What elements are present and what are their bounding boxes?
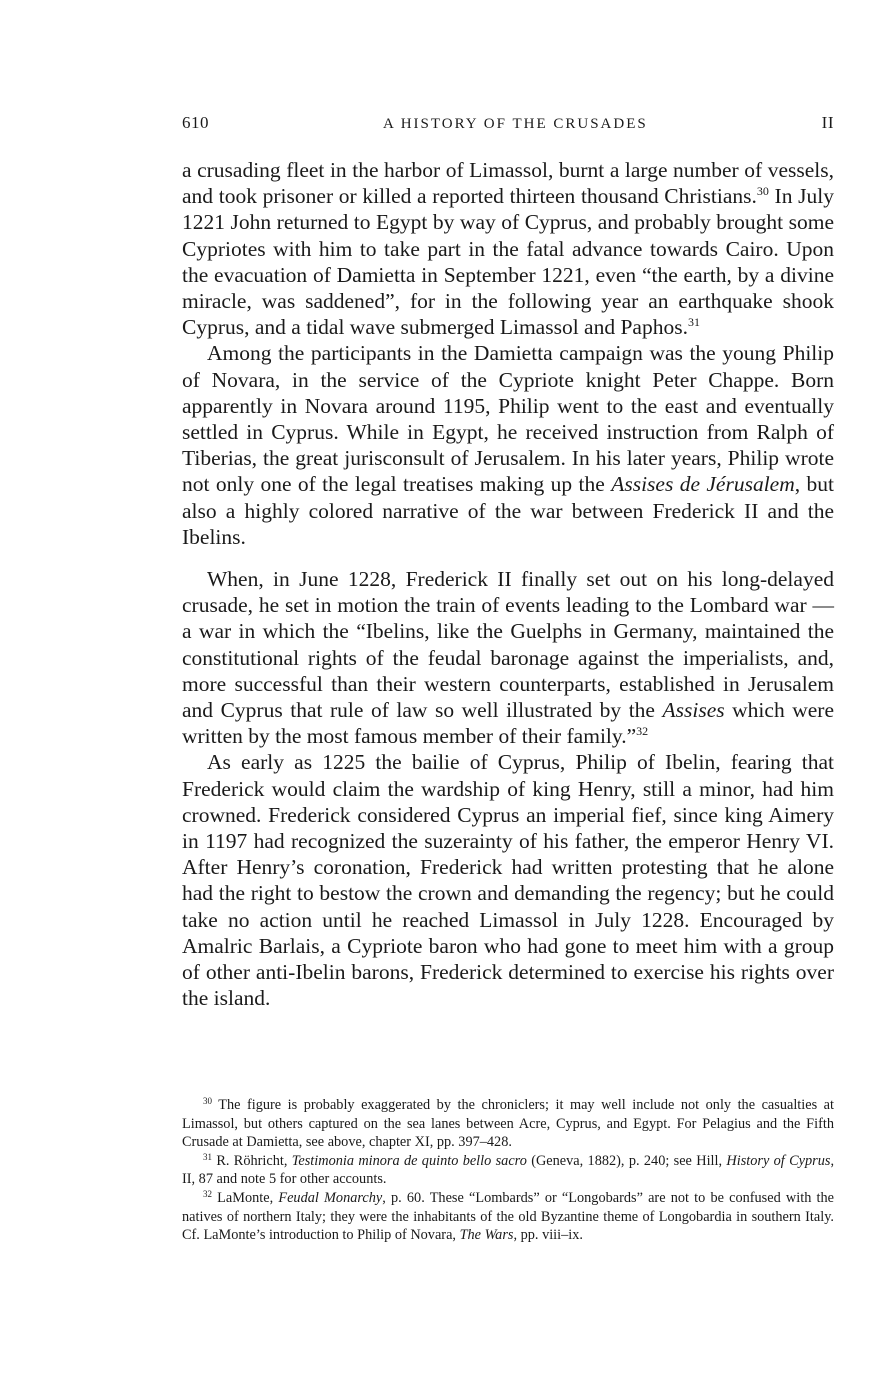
footnote <box>182 1152 834 1189</box>
footnote <box>182 1189 834 1245</box>
paragraph <box>182 566 834 749</box>
chapter-number: II <box>821 113 834 132</box>
text-run: When, in June 1228, Frederick II finally set out on his long-delayed crusade, he set in motion the train of events leading to the Lombard war — a war in which the “Ibelins, like the Guelphs in Germany, maintained the constitutional rights of the feudal baronage against the imperialists, and, more successful than their western counterparts, established in Jerusalem and Cyprus that rule of law so well illustrated by the <box>182 567 834 723</box>
body-text <box>182 157 834 1012</box>
text-run: In July 1221 John returned to Egypt by way of Cyprus, and probably brought some Cypriotes with him to take part in the fatal advance towards Cairo. Upon the evacuation of Damietta in September 1221, even “the earth, by a divine miracle, was saddened”, for in the following year an earthquake shook Cyprus, and a tidal wave submerged Limassol and Paphos. <box>182 184 834 340</box>
italic-text: The Wars <box>459 1227 514 1244</box>
running-title: A HISTORY OF THE CRUSADES <box>382 116 648 132</box>
footnote-reference: 30 <box>203 1096 212 1106</box>
running-header <box>182 113 834 133</box>
italic-text: Testimonia minora de quinto bello sacro <box>291 1152 527 1169</box>
text-run: As early as 1225 the bailie of Cyprus, Philip of Ibelin, fearing that Frederick would claim the wardship of king Henry, still a minor, had him crowned. Frederick considered Cyprus an imperial fief, since king Aimery in 1197 had recognized the suzerainty of his father, the emperor Henry VI. After Henry’s coronation, Frederick had written protesting that he alone had the right to bestow the crown and demanding the regency; but he could take no action until he reached Limassol in July 1228. Encouraged by Amalric Barlais, a Cypriote baron who had gone to meet him with a group of other anti-Ibelin barons, Frederick determined to exercise his rights over the island. <box>182 750 834 1011</box>
italic-text: Assises de Jérusalem <box>611 472 795 497</box>
paragraph <box>182 157 834 340</box>
footnotes <box>182 1096 834 1245</box>
italic-text: Feudal Monarchy <box>278 1189 383 1206</box>
text-run: , but also a highly colored narrative of the war between Frederick II and the Ibelins. <box>182 472 834 549</box>
text-run: R. Röhricht, <box>212 1152 292 1169</box>
text-run: Among the participants in the Damietta campaign was the young Philip of Novara, in the service of the Cypriote knight Peter Chappe. Born apparently in Novara around 1195, Philip went to the east and eventually settled in Cyprus. While in Egypt, he received instruction from Ralph of Tiberias, the great jurisconsult of Jerusalem. In his later years, Philip wrote not only one of the legal treatises making up the <box>182 341 834 497</box>
footnote-reference: 31 <box>203 1151 212 1162</box>
text-run: which were written by the most famous member of their family.” <box>182 698 834 749</box>
page-number: 610 <box>182 113 209 132</box>
footnote-reference: 31 <box>687 315 700 330</box>
text-run: a crusading fleet in the harbor of Limassol, burnt a large number of vessels, and took prisoner or killed a reported thirteen thousand Christians. <box>182 158 834 209</box>
italic-text: History of Cyprus <box>726 1152 831 1169</box>
footnote-reference: 32 <box>636 724 649 739</box>
italic-text: Assises <box>662 698 725 723</box>
paragraph <box>182 749 834 1011</box>
text-run: LaMonte, <box>212 1189 279 1206</box>
text-run: , p. 60. These “Lombards” or “Longobards” are not to be confused with the natives of northern Italy; they were the inhabitants of the old Byzantine theme of Longobardia in southern Italy. Cf. LaMonte’s introduction to Philip of Novara, <box>182 1189 834 1244</box>
text-run: , pp. viii–ix. <box>513 1227 583 1244</box>
text-run: , II, 87 and note 5 for other accounts. <box>182 1152 835 1188</box>
footnote-reference: 32 <box>203 1188 212 1199</box>
text-run: (Geneva, 1882), p. 240; see Hill, <box>526 1152 727 1169</box>
footnote <box>182 1096 834 1152</box>
footnote-reference: 30 <box>756 184 769 199</box>
text-run: The figure is probably exaggerated by the chroniclers; it may well include not only the casualties at Limassol, but others captured on the sea lanes between Acre, Cyprus, and Egypt. For Pelagius and the Fifth Crusade at Damietta, see above, chapter XI, pp. 397–428. <box>182 1097 834 1151</box>
paragraph <box>182 340 834 550</box>
